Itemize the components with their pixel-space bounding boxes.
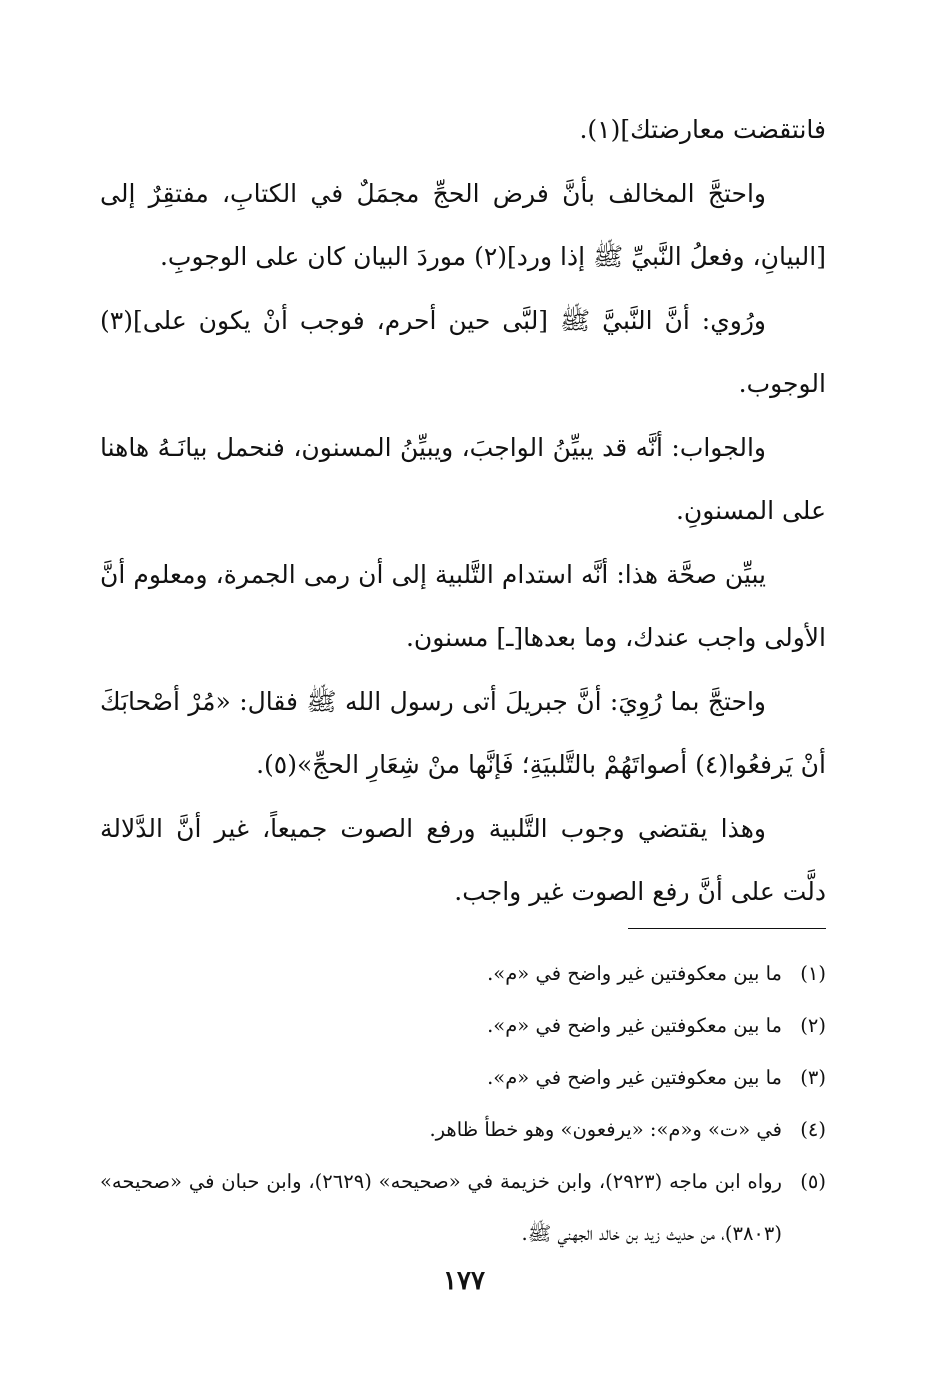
paragraph-7: وهذا يقتضي وجوب التَّلبية ورفع الصوت جميعاً، غير أنَّ الدَّلالة دلَّت على أنَّ رفع الصوت غير واجب. bbox=[100, 813, 826, 906]
paragraph-4: والجواب: أنَّه قد يبيِّنُ الواجبَ، ويبيِّنُ المسنون، فنحمل بيانَـهُ هاهنا على المسنونِ. bbox=[100, 432, 826, 525]
footnote-text: ما بين معكوفتين غير واضح في «م». bbox=[487, 1014, 782, 1037]
footnote-number: (٥) bbox=[800, 1170, 826, 1193]
paragraph-3: ورُوي: أنَّ النَّبيَّ ﷺ [لبَّى حين أحرم، فوجب أنْ يكون على](٣) الوجوب. bbox=[100, 305, 826, 398]
footnote-1 bbox=[100, 948, 826, 1000]
footnote-3 bbox=[100, 1052, 826, 1104]
paragraph-1: فانتقضت معارضتك](١). bbox=[579, 115, 826, 144]
footnotes bbox=[100, 948, 826, 1260]
footnote-text: رواه ابن ماجه (٢٩٢٣)، وابن خزيمة في «صحيحه» (٢٦٢٩)، وابن حبان في «صحيحه» (٣٨٠٣)، من حديث زيد بن خالد الجهني ﷺ. bbox=[100, 1170, 782, 1245]
footnote-4 bbox=[100, 1104, 826, 1156]
footnote-text: ما بين معكوفتين غير واضح في «م». bbox=[487, 962, 782, 985]
footnote-number: (٣) bbox=[800, 1066, 826, 1089]
footnote-5 bbox=[100, 1156, 826, 1260]
page-number: ١٧٧ bbox=[443, 1266, 485, 1296]
paragraph-6: واحتجَّ بما رُوِيَ: أنَّ جبريلَ أتى رسول الله ﷺ فقال: «مُرْ أصْحابَكَ أنْ يَرفعُوا(٤) أصواتَهُمْ بالتَّلبيَةِ؛ فَإنَّها منْ شِعَارِ الحجِّ»(٥). bbox=[100, 686, 826, 779]
footnote-text: ما بين معكوفتين غير واضح في «م». bbox=[487, 1066, 782, 1089]
paragraph-5: يبيِّن صحَّة هذا: أنَّه استدام التَّلبية إلى أن رمى الجمرة، ومعلوم أنَّ الأولى واجب عندك، وما بعدها[ـ] مسنون. bbox=[100, 559, 826, 652]
footnote-number: (١) bbox=[800, 962, 826, 985]
paragraph-2: واحتجَّ المخالف بأنَّ فرض الحجِّ مجمَلٌ في الكتابِ، مفتقِرٌ إلى [البيانِ، وفعلُ النَّبيِّ ﷺ إذا ورد](٢) موردَ البيان كان على الوجوبِ. bbox=[100, 178, 826, 271]
footnote-divider bbox=[628, 928, 826, 929]
footnote-text: في «ت» و«م»: «يرفعون» وهو خطأ ظاهر. bbox=[429, 1118, 782, 1141]
footnote-number: (٢) bbox=[800, 1014, 826, 1037]
footnote-number: (٤) bbox=[800, 1118, 826, 1141]
main-text-body bbox=[100, 98, 826, 924]
footnote-2 bbox=[100, 1000, 826, 1052]
